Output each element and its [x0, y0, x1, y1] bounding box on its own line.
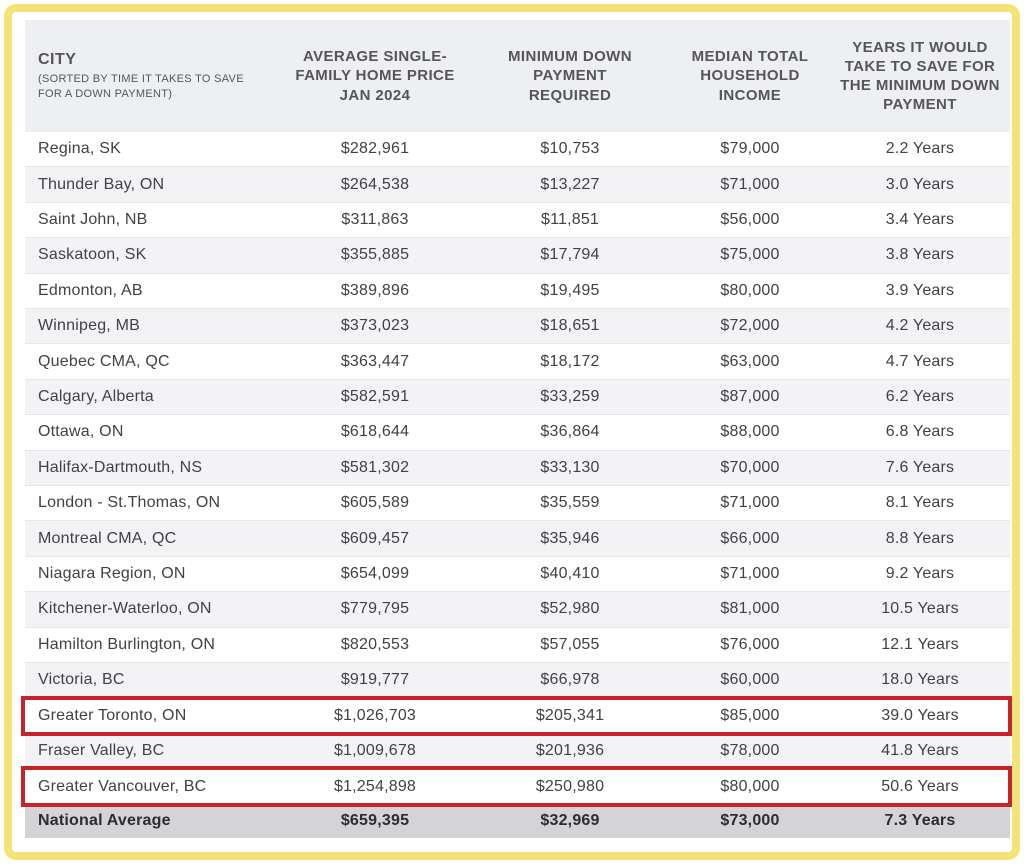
- income-cell: $80,000: [720, 281, 780, 299]
- down-payment-cell: $66,978: [540, 671, 600, 689]
- city-cell: Quebec CMA, QC: [38, 352, 170, 370]
- city-cell: Hamilton Burlington, ON: [38, 635, 216, 653]
- years-cell: 10.5 Years: [881, 600, 959, 618]
- home-price-cell: $264,538: [340, 175, 410, 193]
- table-row: [25, 132, 1010, 166]
- city-cell: Regina, SK: [38, 140, 121, 158]
- down-payment-cell: $17,794: [540, 246, 600, 264]
- city-cell: London - St.Thomas, ON: [38, 494, 221, 512]
- table-row: [25, 662, 1010, 698]
- down-payment-cell: $13,227: [540, 175, 600, 193]
- city-cell: National Average: [38, 811, 171, 829]
- down-payment-cell: $19,495: [540, 281, 600, 299]
- down-payment-cell: $33,130: [540, 458, 600, 476]
- income-cell: $87,000: [720, 388, 780, 406]
- home-price-cell: $820,553: [340, 635, 410, 653]
- city-cell: Saskatoon, SK: [38, 246, 147, 264]
- table-row: [25, 520, 1010, 556]
- table-row: [25, 699, 1010, 733]
- down-payment-cell: $10,753: [540, 140, 600, 158]
- header-city-title: CITY: [38, 50, 77, 68]
- table-row: [25, 379, 1010, 415]
- table-row: [25, 203, 1010, 237]
- home-price-cell: $1,009,678: [333, 742, 417, 760]
- city-cell: Victoria, BC: [38, 671, 125, 689]
- city-cell: Ottawa, ON: [38, 423, 124, 441]
- table-row: [25, 733, 1010, 769]
- home-price-cell: $609,457: [340, 529, 410, 547]
- income-cell: $75,000: [720, 246, 780, 264]
- header-home-price: AVERAGE SINGLE-FAMILY HOME PRICE JAN 2024: [295, 48, 455, 104]
- header-city: [25, 51, 280, 102]
- home-price-cell: $618,644: [340, 423, 410, 441]
- income-cell: $78,000: [720, 742, 780, 760]
- header-years-to-save: YEARS IT WOULD TAKE TO SAVE FOR THE MINIMUM DOWN PAYMENT: [840, 38, 1000, 114]
- home-price-cell: $779,795: [340, 600, 410, 618]
- income-cell: $66,000: [720, 529, 780, 547]
- down-payment-cell: $11,851: [540, 211, 600, 229]
- down-payment-cell: $205,341: [535, 706, 605, 724]
- home-price-cell: $1,026,703: [333, 706, 417, 724]
- income-cell: $81,000: [720, 600, 780, 618]
- home-price-cell: $919,777: [340, 671, 410, 689]
- years-cell: 12.1 Years: [881, 635, 959, 653]
- income-cell: $80,000: [720, 777, 780, 795]
- city-cell: Kitchener-Waterloo, ON: [38, 600, 212, 618]
- years-cell: 3.4 Years: [885, 211, 955, 229]
- years-cell: 39.0 Years: [881, 706, 959, 724]
- income-cell: $72,000: [720, 317, 780, 335]
- income-cell: $71,000: [720, 175, 780, 193]
- home-price-cell: $282,961: [340, 140, 410, 158]
- down-payment-cell: $52,980: [540, 600, 600, 618]
- home-price-cell: $363,447: [340, 352, 410, 370]
- table-body: [25, 132, 1010, 838]
- years-cell: 2.2 Years: [885, 140, 955, 158]
- table-row: [25, 591, 1010, 627]
- years-cell: 8.1 Years: [885, 494, 955, 512]
- table-row: [25, 557, 1010, 591]
- income-cell: $63,000: [720, 352, 780, 370]
- down-payment-cell: $35,559: [540, 494, 600, 512]
- years-cell: 4.2 Years: [885, 317, 955, 335]
- home-price-cell: $659,395: [340, 811, 410, 829]
- table-header-row: [25, 20, 1010, 132]
- years-cell: 7.6 Years: [885, 458, 955, 476]
- table-row: [25, 415, 1010, 449]
- table-row: [25, 344, 1010, 378]
- city-cell: Thunder Bay, ON: [38, 175, 165, 193]
- down-payment-cell: $18,651: [540, 317, 600, 335]
- down-payment-cell: $250,980: [535, 777, 605, 795]
- city-cell: Fraser Valley, BC: [38, 742, 165, 760]
- home-price-cell: $582,591: [340, 388, 410, 406]
- table-row: [25, 804, 1010, 838]
- home-price-cell: $605,589: [340, 494, 410, 512]
- income-cell: $70,000: [720, 458, 780, 476]
- income-cell: $56,000: [720, 211, 780, 229]
- home-price-cell: $654,099: [340, 565, 410, 583]
- city-cell: Saint John, NB: [38, 211, 148, 229]
- income-cell: $60,000: [720, 671, 780, 689]
- table-row: [25, 166, 1010, 202]
- years-cell: 41.8 Years: [881, 742, 959, 760]
- years-cell: 18.0 Years: [881, 671, 959, 689]
- city-cell: Halifax-Dartmouth, NS: [38, 458, 203, 476]
- income-cell: $85,000: [720, 706, 780, 724]
- down-payment-cell: $35,946: [540, 529, 600, 547]
- header-household-income: MEDIAN TOTAL HOUSEHOLD INCOME: [691, 48, 809, 104]
- down-payment-cell: $33,259: [540, 388, 600, 406]
- city-cell: Niagara Region, ON: [38, 565, 186, 583]
- table-row: [25, 308, 1010, 344]
- years-cell: 3.8 Years: [885, 246, 955, 264]
- table-row: [25, 237, 1010, 273]
- table-row: [25, 628, 1010, 662]
- home-price-cell: $581,302: [340, 458, 410, 476]
- home-price-cell: $1,254,898: [333, 777, 417, 795]
- down-payment-cell: $32,969: [540, 811, 600, 829]
- down-payment-cell: $36,864: [540, 423, 600, 441]
- table-row: [25, 486, 1010, 520]
- years-cell: 6.8 Years: [885, 423, 955, 441]
- income-cell: $79,000: [720, 140, 780, 158]
- home-price-cell: $311,863: [341, 211, 409, 229]
- header-city-subtitle: (SORTED BY TIME IT TAKES TO SAVE FOR A DOWN PAYMENT): [38, 72, 244, 100]
- income-cell: $76,000: [720, 635, 780, 653]
- down-payment-cell: $40,410: [540, 565, 600, 583]
- down-payment-cell: $57,055: [540, 635, 600, 653]
- down-payment-cell: $201,936: [535, 742, 605, 760]
- income-cell: $71,000: [720, 565, 780, 583]
- income-cell: $73,000: [720, 811, 780, 829]
- years-cell: 9.2 Years: [885, 565, 955, 583]
- down-payment-affordability-table: [25, 20, 1010, 838]
- city-cell: Edmonton, AB: [38, 281, 143, 299]
- header-down-payment: MINIMUM DOWN PAYMENT REQUIRED: [508, 48, 632, 104]
- home-price-cell: $389,896: [340, 281, 410, 299]
- city-cell: Greater Vancouver, BC: [38, 777, 207, 795]
- income-cell: $71,000: [720, 494, 780, 512]
- city-cell: Montreal CMA, QC: [38, 529, 177, 547]
- years-cell: 7.3 Years: [884, 811, 956, 829]
- city-cell: Calgary, Alberta: [38, 388, 154, 406]
- table-row: [25, 274, 1010, 308]
- years-cell: 3.9 Years: [885, 281, 955, 299]
- city-cell: Winnipeg, MB: [38, 317, 140, 335]
- city-cell: Greater Toronto, ON: [38, 706, 187, 724]
- years-cell: 50.6 Years: [881, 777, 959, 795]
- table-row: [25, 450, 1010, 486]
- table-row: [25, 769, 1010, 803]
- years-cell: 4.7 Years: [885, 352, 955, 370]
- years-cell: 6.2 Years: [885, 388, 955, 406]
- down-payment-cell: $18,172: [540, 352, 600, 370]
- home-price-cell: $373,023: [340, 317, 410, 335]
- home-price-cell: $355,885: [340, 246, 410, 264]
- years-cell: 3.0 Years: [885, 175, 955, 193]
- years-cell: 8.8 Years: [885, 529, 955, 547]
- income-cell: $88,000: [720, 423, 780, 441]
